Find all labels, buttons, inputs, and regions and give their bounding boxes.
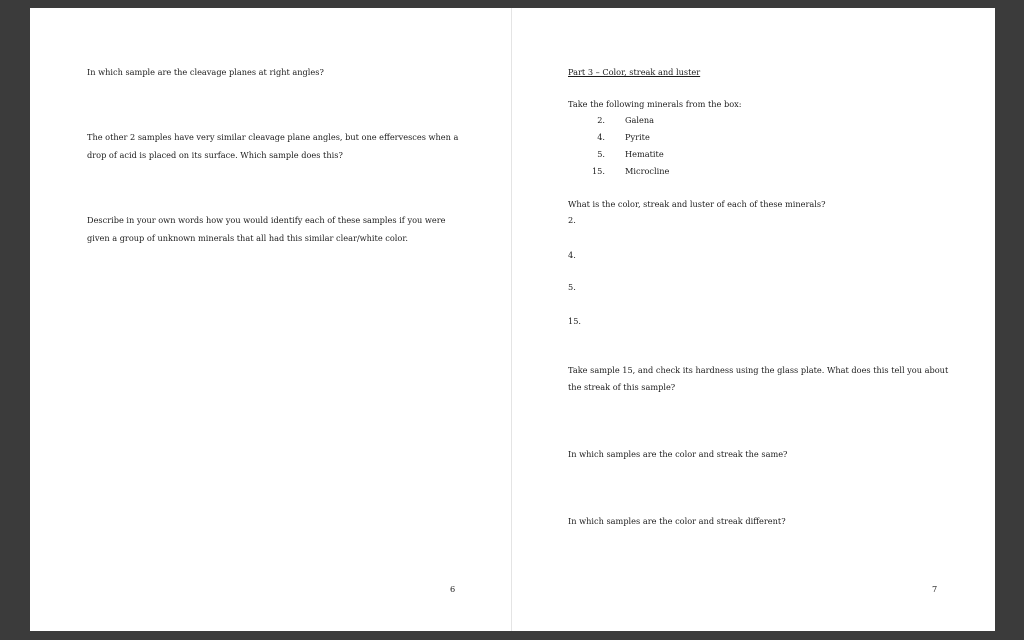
answer-label: 4. bbox=[568, 250, 576, 260]
mineral-name: Pyrite bbox=[625, 132, 650, 142]
question-effervesce-line-1: The other 2 samples have very similar cleavage plane angles, but one effervesces when a bbox=[87, 132, 459, 142]
mineral-name: Galena bbox=[625, 115, 655, 125]
question-cleavage-right-angles: In which sample are the cleavage planes at right angles? bbox=[87, 67, 324, 77]
answer-label: 15. bbox=[568, 316, 582, 326]
answer-label: 5. bbox=[568, 282, 576, 292]
section-heading: Part 3 – Color, streak and luster bbox=[568, 67, 701, 77]
question-hardness-line-2: the streak of this sample? bbox=[568, 382, 676, 392]
question-different-color-streak: In which samples are the color and streak different? bbox=[568, 516, 786, 526]
page-number-left: 6 bbox=[450, 584, 456, 594]
question-same-color-streak: In which samples are the color and streak the same? bbox=[568, 449, 788, 459]
mineral-number: 4. bbox=[597, 132, 605, 142]
left-page bbox=[30, 8, 512, 631]
mineral-name: Microcline bbox=[625, 166, 670, 176]
question-effervesce-line-2: drop of acid is placed on its surface. Which sample does this? bbox=[87, 150, 343, 160]
mineral-number: 2. bbox=[597, 115, 605, 125]
mineral-intro: Take the following minerals from the box: bbox=[568, 99, 742, 109]
answer-label: 2. bbox=[568, 215, 576, 225]
question-color-streak-luster: What is the color, streak and luster of each of these minerals? bbox=[568, 199, 826, 209]
mineral-name: Hematite bbox=[625, 149, 664, 159]
question-hardness-line-1: Take sample 15, and check its hardness using the glass plate. What does this tell you about bbox=[568, 365, 949, 375]
right-page bbox=[512, 8, 995, 631]
mineral-number: 15. bbox=[591, 166, 605, 176]
mineral-number: 5. bbox=[597, 149, 605, 159]
question-describe-line-2: given a group of unknown minerals that all had this similar clear/white color. bbox=[87, 233, 408, 243]
page-number-right: 7 bbox=[932, 584, 938, 594]
question-describe-line-1: Describe in your own words how you would identify each of these samples if you were bbox=[87, 215, 446, 225]
